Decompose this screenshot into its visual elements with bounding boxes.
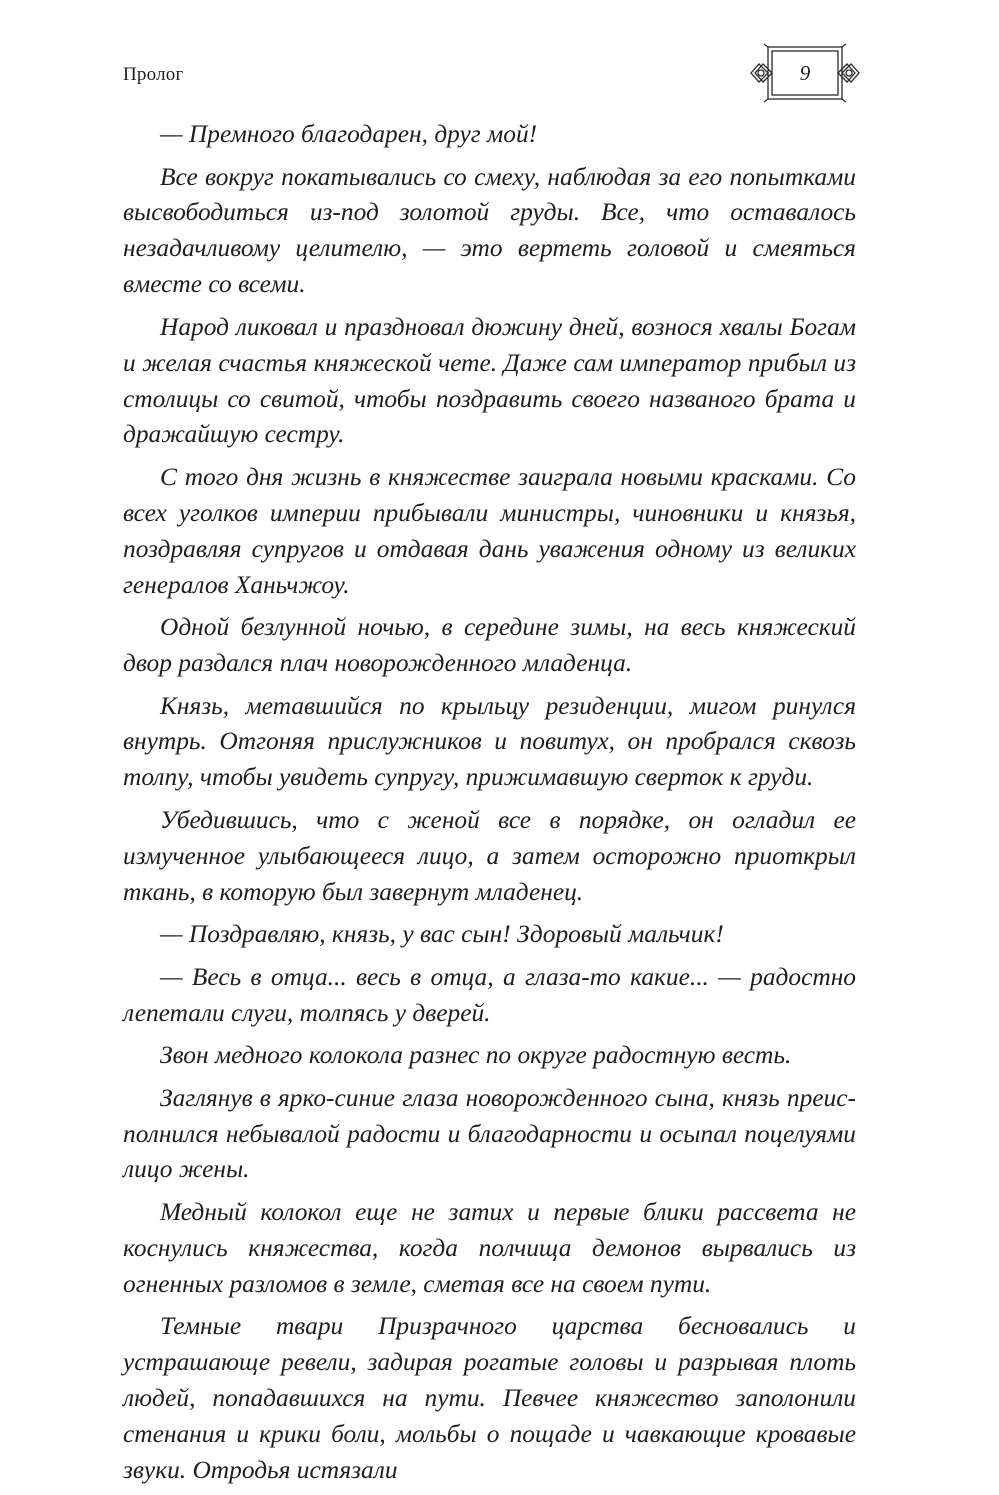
paragraph: Одной безлунной ночью, в середине зимы, на весь княжеский двор раздался плач новорожденного младенца. [123,613,856,678]
paragraph: — Поздравляю, князь, у вас сын! Здоровый мальчик! [160,920,724,949]
page-number: 9 [799,60,811,85]
paragraph: — Премного благодарен, друг мой! [160,120,538,148]
running-header: Пролог [123,64,184,85]
paragraph: Медный колокол еще не затих и первые блики рассвета не коснулись княжества, когда полчища демонов вырвались из огненных разломов в земле, сметая все на своем пути. [123,1197,856,1298]
paragraph: Все вокруг покатывались со смеху, наблюдая за его попытками высвободиться из-под золотой груды. Все, что оставалось незадачливому целителю, — это вертеть головой и смеяться вместе со всеми. [123,162,856,299]
page-number-ornament [750,42,860,104]
paragraph: Звон медного колокола разнес по округе радостную весть. [160,1041,792,1070]
paragraph: — Весь в отца... весь в отца, а глаза-то какие... — радостно лепетали слуги, толпясь у дверей. [123,962,856,1027]
paragraph: Темные твари Призрачного царства бесновались и устрашающе ревели, задирая рогатые головы и разрывая плоть людей, попадавшихся на пути. Певчее княжество заполонили стенания и крики боли, мольбы о пощаде и чавкающие кровавые звуки. Отродья истязали [123,1312,856,1484]
paragraph: Заглянув в ярко-синие глаза новорожденного сына, князь преисполнился небывалой радости и благодарности и осыпал поцелуями лицо жены. [123,1083,856,1184]
body-text [123,117,856,1495]
paragraph: Князь, метавшийся по крыльцу резиденции, мигом ринулся внутрь. Отгоняя прислужников и повитух, он пробрался сквозь толпу, чтобы увидеть супругу, прижимавшую сверток к груди. [123,691,856,792]
paragraph: С того дня жизнь в княжестве заиграла новыми красками. Со всех уголков империи прибывали министры, чиновники и князья, поздравляя супругов и отдавая дань уважения одному из великих генералов Ханьчжоу. [123,462,856,599]
paragraph: Убедившись, что с женой все в порядке, он огладил ее измученное улыбающееся лицо, а затем осторожно приоткрыл ткань, в которую был завернут младенец. [123,805,856,906]
paragraph: Народ ликовал и праздновал дюжину дней, вознося хвалы Богам и желая счастья княжеской чете. Даже сам император прибыл из столицы со свитой, чтобы поздравить своего названого брата и дражайшую сестру. [123,312,856,449]
